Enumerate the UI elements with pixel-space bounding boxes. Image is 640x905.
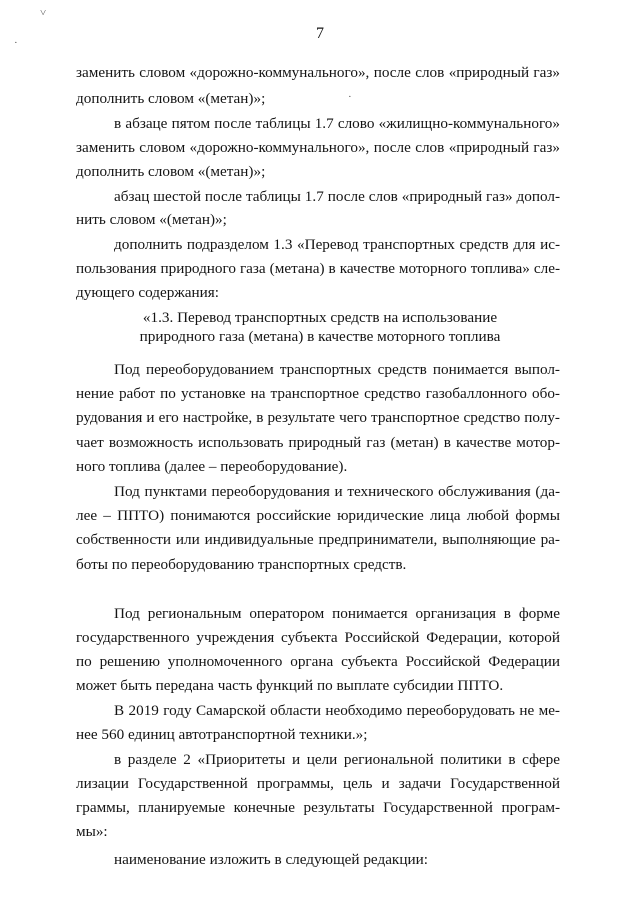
text-line: мы»: (76, 823, 108, 840)
text-line: Под переоборудованием транспортных средств понимается выпол- (114, 361, 560, 378)
text-line: государственного учреждения субъекта Российской Федерации, которой (76, 629, 560, 646)
page-number: 7 (316, 25, 324, 42)
text-line: граммы, планируемые конечные результаты Государственной програм- (76, 799, 560, 816)
text-line: в разделе 2 «Приоритеты и цели региональной политики в сфере (114, 751, 560, 768)
text-line: Под региональным оператором понимается организация в форме (114, 605, 560, 622)
text-line: боты по переоборудованию транспортных средств. (76, 556, 407, 573)
text-line: собственности или индивидуальные предприниматели, выполняющие ра- (76, 531, 560, 548)
text-line: Под пунктами переоборудования и технического обслуживания (да- (114, 483, 560, 500)
text-line: по решению уполномоченного органа субъекта Российской Федерации (76, 653, 560, 670)
text-line: нение работ по установке на транспортное средство газобаллонного обо- (76, 385, 560, 402)
section-heading: «1.3. Перевод транспортных средств на использование (142, 309, 498, 326)
text-line: В 2019 году Самарской области необходимо переоборудовать не ме- (114, 702, 560, 719)
text-line: дополнить подразделом 1.3 «Перевод транспортных средств для ис- (114, 236, 560, 253)
text-line: рудования и его настройке, в результате чего транспортное средство полу- (76, 409, 560, 426)
text-line: в абзаце пятом после таблицы 1.7 слово «жилищно-коммунального» (114, 115, 560, 132)
text-line: лее – ППТО) понимаются российские юридические лица любой формы (76, 507, 560, 524)
scan-dot: · (348, 91, 352, 103)
text-line: заменить словом «дорожно-коммунального», после слов «природный газ» (76, 139, 560, 156)
text-line: может быть передана часть функций по выплате субсидии ППТО. (76, 677, 504, 694)
text-line: нее 560 единиц автотранспортной техники.»; (76, 726, 368, 743)
text-line: дополнить словом «(метан)»; (76, 163, 266, 180)
text-line: лизации Государственной программы, цель и задачи Государственной (76, 775, 560, 792)
text-line: чает возможность использовать природный газ (метан) в качестве мотор- (76, 434, 560, 451)
section-heading: природного газа (метана) в качестве моторного топлива (139, 328, 501, 345)
scan-dot: · (14, 37, 18, 49)
text-line: дополнить словом «(метан)»; (76, 90, 266, 107)
text-line: заменить словом «дорожно-коммунального», после слов «природный газ» (76, 64, 560, 81)
text-line: пользования природного газа (метана) в качестве моторного топлива» сле- (76, 260, 560, 277)
text-line: дующего содержания: (76, 284, 219, 301)
text-line: ного топлива (далее – переоборудование). (76, 458, 348, 475)
text-line: абзац шестой после таблицы 1.7 после слов «природный газ» допол- (114, 188, 560, 205)
scan-mark: ˅ (40, 7, 47, 19)
text-line: наименование изложить в следующей редакции: (114, 851, 428, 868)
text-line: нить словом «(метан)»; (76, 211, 227, 228)
